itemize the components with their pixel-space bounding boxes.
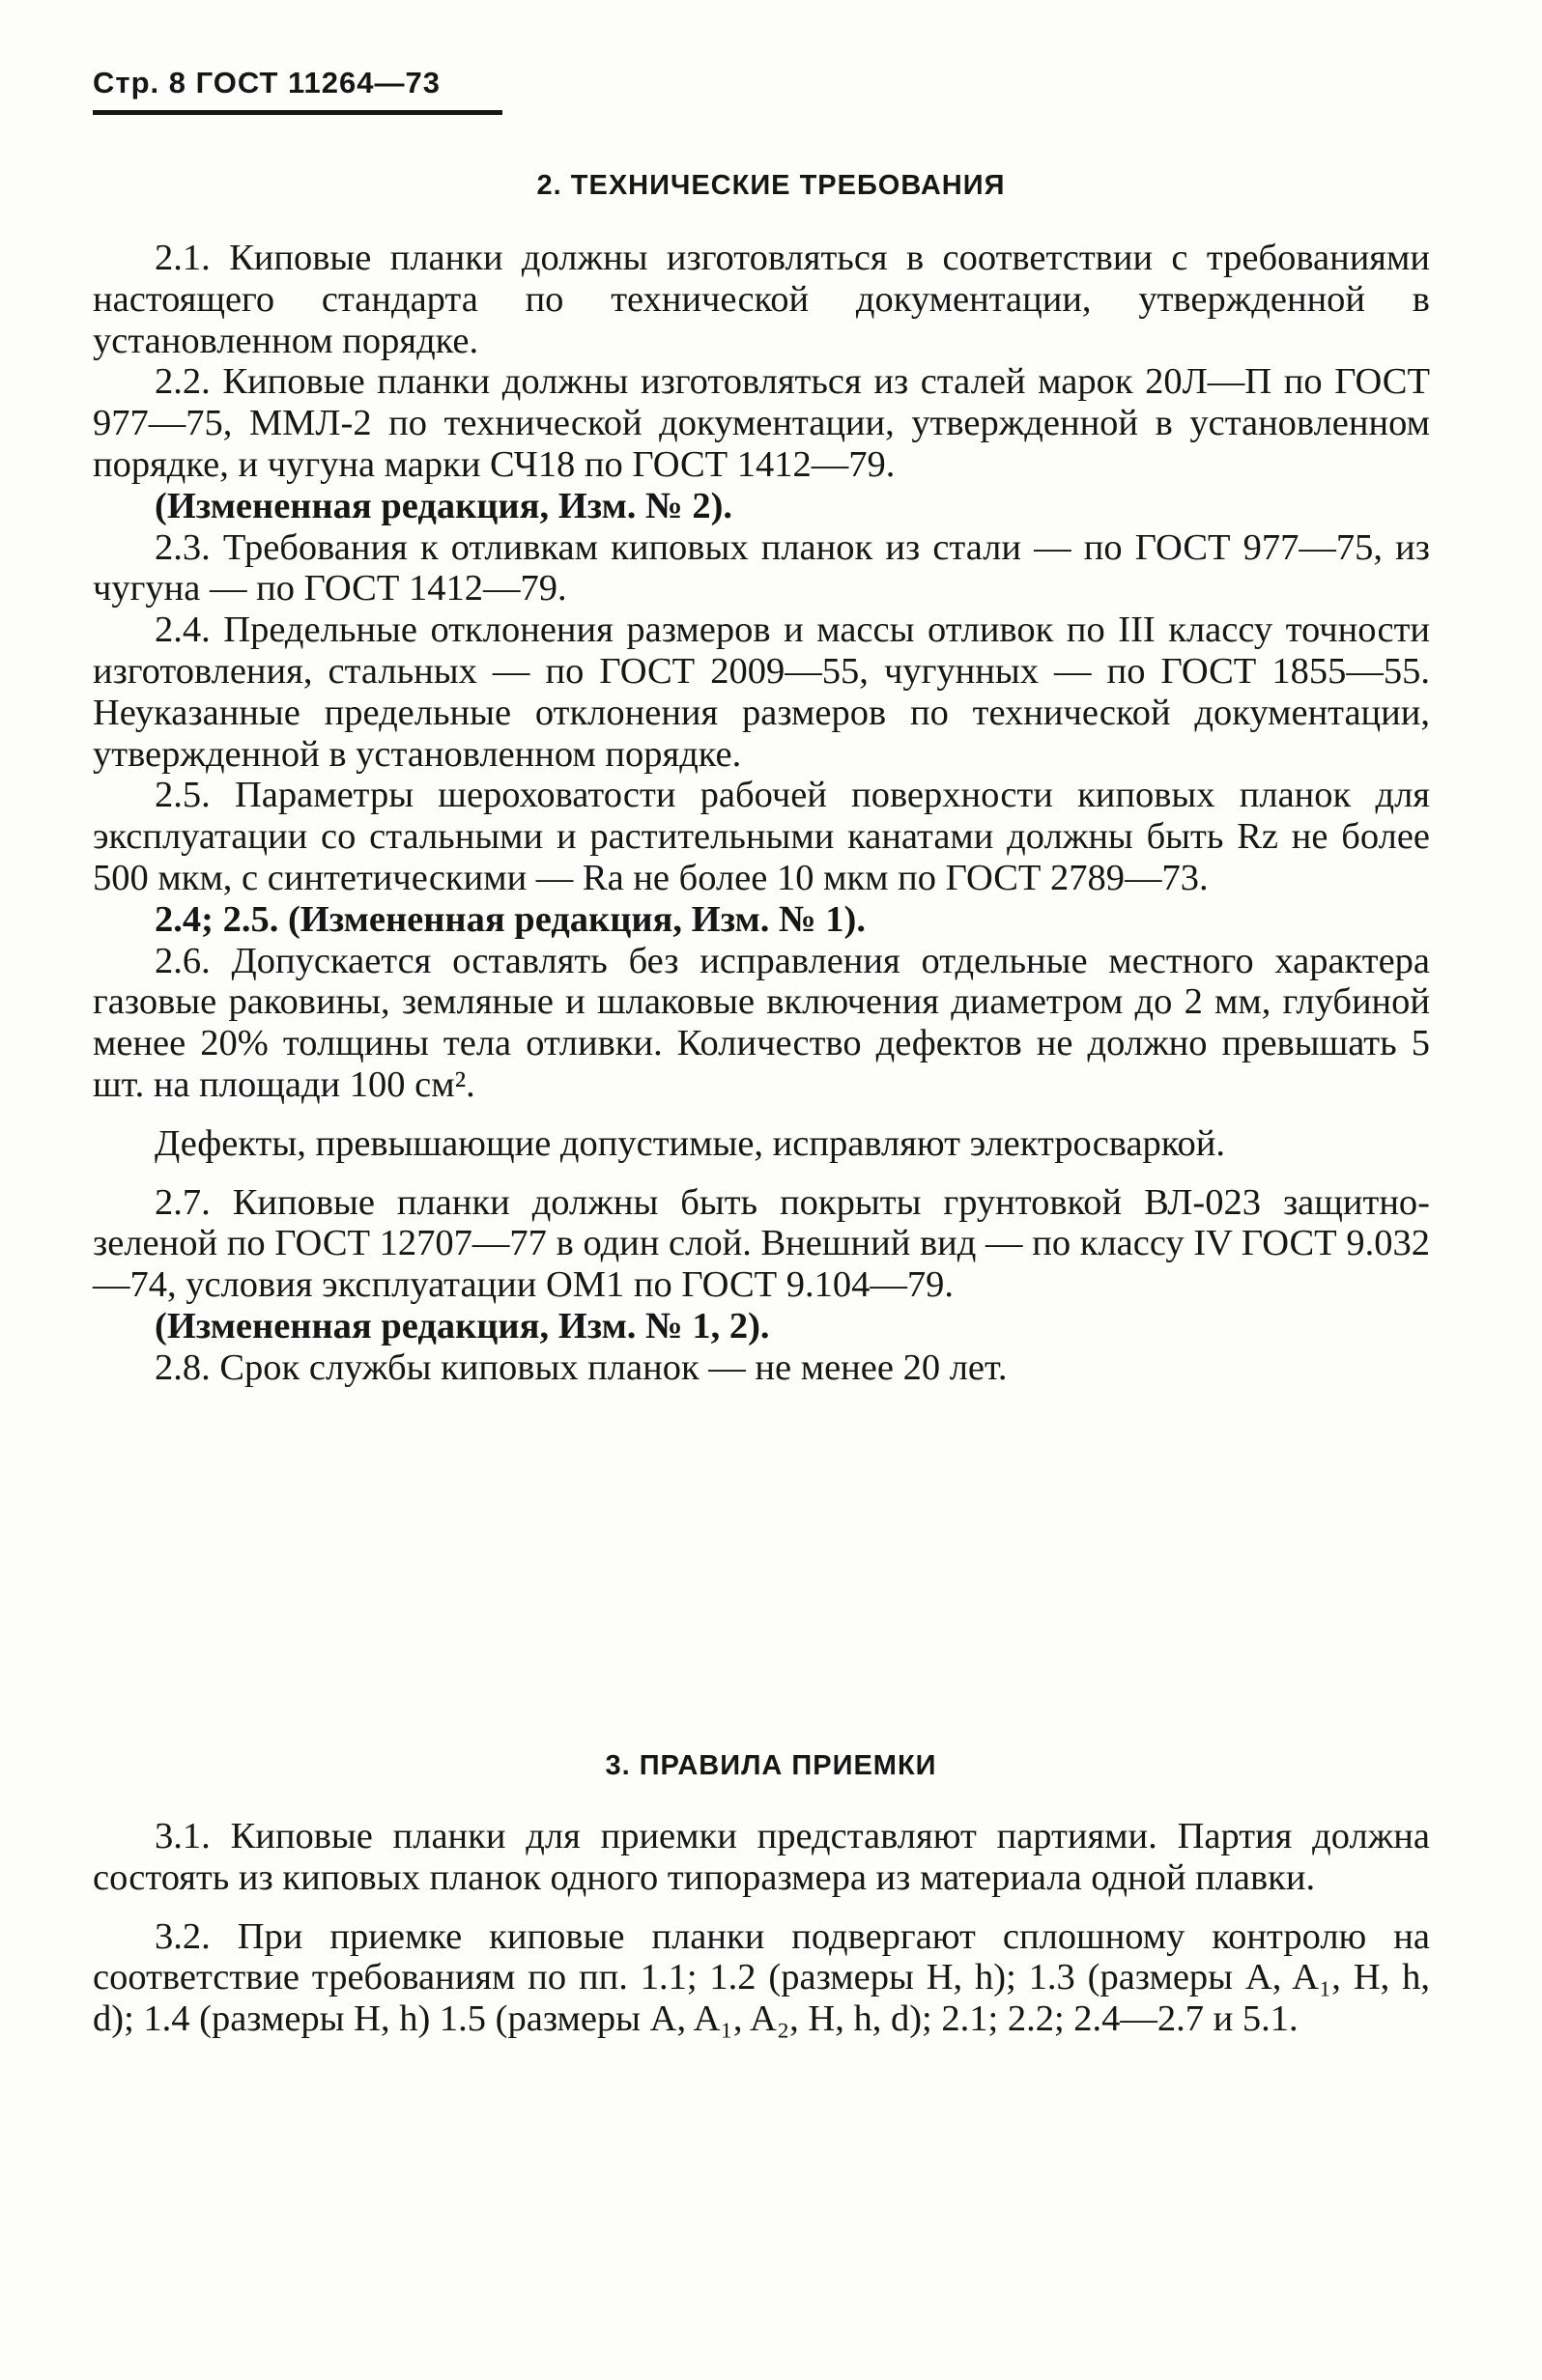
- paragraph-2-6: 2.6. Допускается оставлять без исправления отдельные местного характера газовые раковины, земляные и шлаковые включения диаметром до 2 мм, глубиной менее 20% толщины тела отливки. Количество дефектов не должно превышать 5 шт. на площади 100 см².: [93, 940, 1430, 1105]
- paragraph-2-5: 2.5. Параметры шероховатости рабочей поверхности киповых планок для эксплуатации со стальными и растительными канатами должны быть Rz не более 500 мкм, с синтетическими — Ra не более 10 мкм по ГОСТ 2789—73.: [93, 775, 1430, 898]
- paragraph-2-3: 2.3. Требования к отливкам киповых планок из стали — по ГОСТ 977—75, из чугуна — по ГОСТ 1412—79.: [93, 526, 1430, 609]
- section-2-body: [93, 238, 1430, 1389]
- amendment-note-2-4-2-5: 2.4; 2.5. (Измененная редакция, Изм. № 1).: [155, 898, 866, 940]
- paragraph-2-7: 2.7. Киповые планки должны быть покрыты грунтовкой ВЛ-023 защитно-зеленой по ГОСТ 12707—77 в один слой. Внешний вид — по классу IV ГОСТ 9.032—74, условия эксплуатации ОМ1 по ГОСТ 9.104—79.: [93, 1181, 1430, 1306]
- paragraph-2-2: 2.2. Киповые планки должны изготовляться из сталей марок 20Л—П по ГОСТ 977—75, ММЛ-2 по технической документации, утвержденной в установленном порядке, и чугуна марки СЧ18 по ГОСТ 1412—79.: [93, 361, 1430, 485]
- header-rule: [93, 110, 502, 115]
- section-3-title: 3. ПРАВИЛА ПРИЕМКИ: [605, 1750, 937, 1781]
- paragraph-2-8: 2.8. Срок службы киповых планок — не менее 20 лет.: [155, 1346, 1008, 1388]
- paragraph-3-1: 3.1. Киповые планки для приемки представляют партиями. Партия должна состоять из киповых планок одного типоразмера из материала одной плавки.: [93, 1816, 1430, 1898]
- paragraph-gap: [93, 1899, 1430, 1916]
- paragraph-gap: [93, 1106, 1430, 1123]
- paragraph-2-4: 2.4. Предельные отклонения размеров и массы отливок по III классу точности изготовления, стальных — по ГОСТ 2009—55, чугунных — по ГОСТ 1855—55. Неуказанные предельные отклонения размеров по технической документации, утвержденной в установленном порядке.: [93, 609, 1430, 775]
- section-2-title: 2. ТЕХНИЧЕСКИЕ ТРЕБОВАНИЯ: [536, 170, 1006, 201]
- paragraph-gap: [93, 1165, 1430, 1182]
- paragraph-2-6-defects: Дефекты, превышающие допустимые, исправляют электросваркой.: [155, 1122, 1226, 1164]
- amendment-note-2-2: (Измененная редакция, Изм. № 2).: [155, 485, 733, 526]
- amendment-note-2-7: (Измененная редакция, Изм. № 1, 2).: [155, 1305, 770, 1346]
- paragraph-3-2: 3.2. При приемке киповые планки подвергают сплошному контролю на соответствие требованиям по пп. 1.1; 1.2 (размеры H, h); 1.3 (размеры A, A₁, H, h, d); 1.4 (размеры H, h) 1.5 (размеры A, A₁, A₂, H, h, d); 2.1; 2.2; 2.4—2.7 и 5.1.: [93, 1915, 1430, 2040]
- page-header: Стр. 8 ГОСТ 11264—73: [93, 66, 442, 99]
- section-3-body: [93, 1816, 1430, 2040]
- paragraph-2-1: 2.1. Киповые планки должны изготовляться в соответствии с требованиями настоящего стандарта по технической документации, утвержденной в установленном порядке.: [93, 238, 1430, 361]
